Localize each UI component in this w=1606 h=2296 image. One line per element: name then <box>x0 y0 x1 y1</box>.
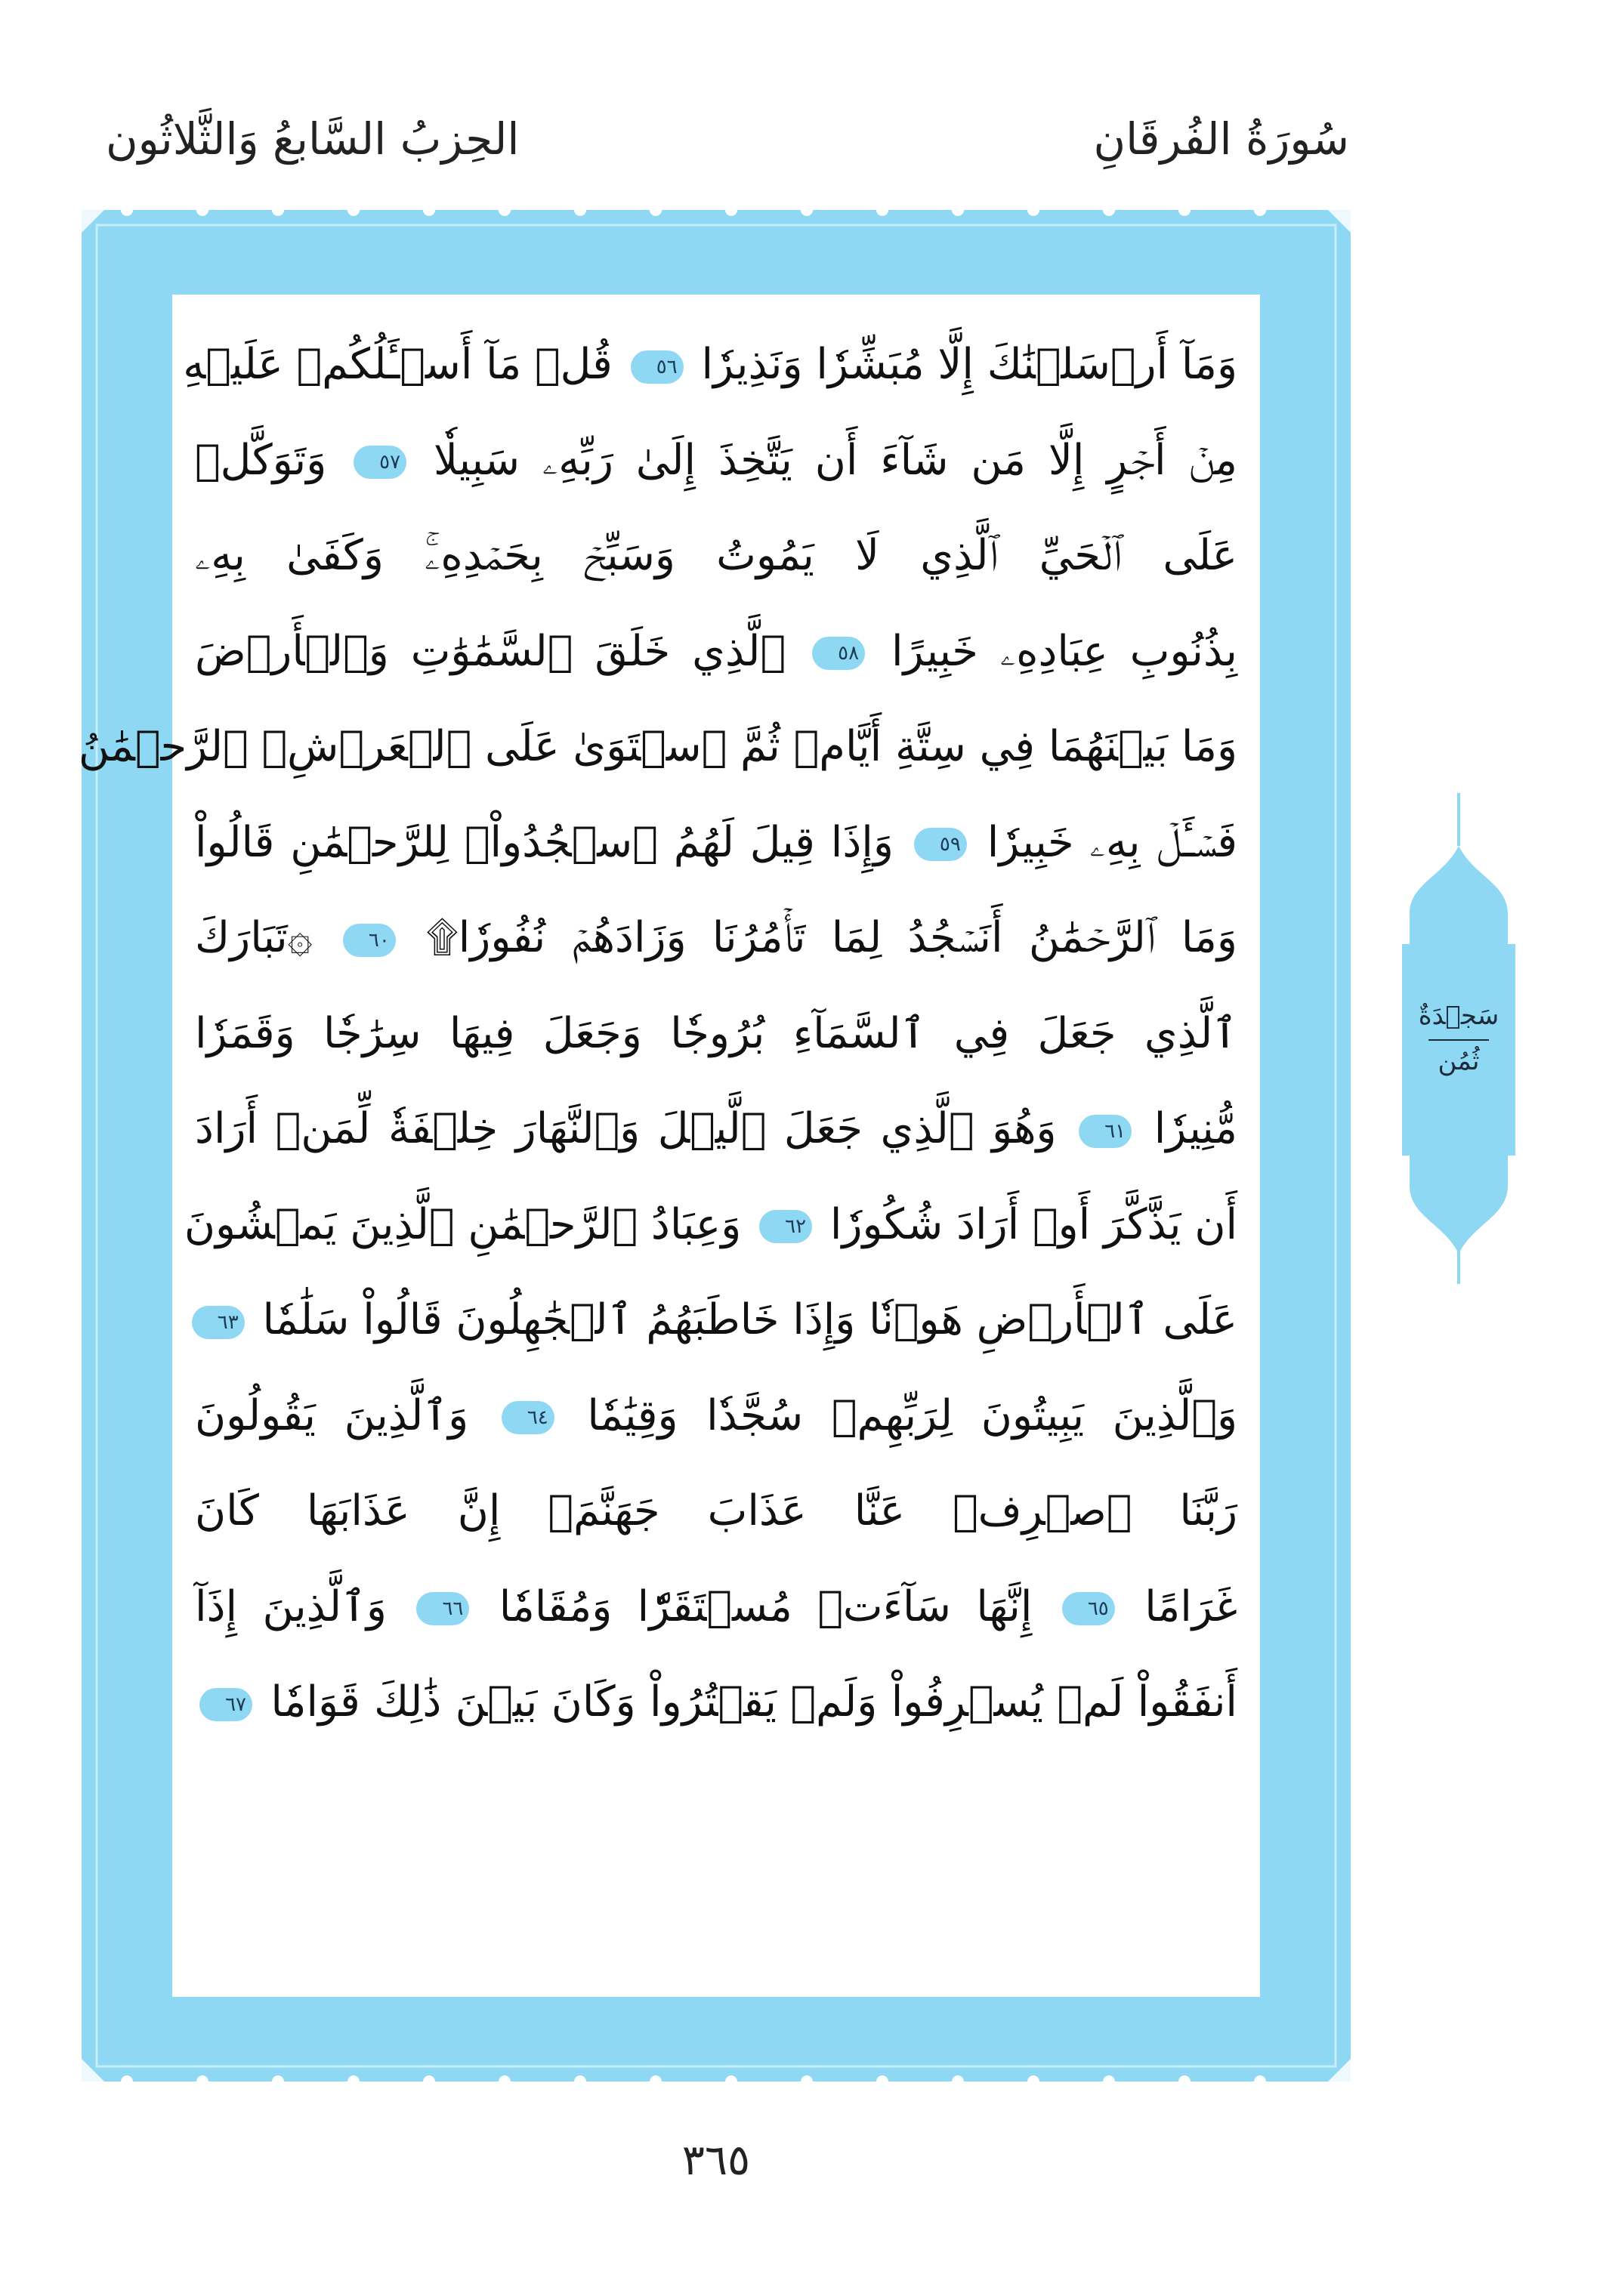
text-line <box>184 1177 1237 1273</box>
ornamental-frame <box>78 210 1351 2082</box>
text-line <box>195 795 1237 891</box>
ayah-number-marker: ٦٠ <box>343 924 396 957</box>
ayah-number-marker: ٦٢ <box>759 1210 812 1243</box>
text-line <box>195 1273 1237 1369</box>
line-segment: وَمَا ٱلرَّحۡمَٰنُ أَنَسۡجُدُ لِمَا تَأۡمُرُنَا وَزَادَهُمۡ نُفُورٗا۩ <box>426 913 1237 962</box>
line-segment: وَإِذَا قِيلَ لَهُمُ ٱسۡجُدُواْۤ لِلرَّحۡمَٰنِ قَالُواْ <box>195 817 894 867</box>
marker-divider <box>1428 1039 1489 1041</box>
quran-text <box>78 317 1237 1974</box>
thumun-label: ثُمُن <box>1438 1046 1480 1076</box>
text-line <box>195 986 1237 1082</box>
text-line <box>195 890 1237 986</box>
line-segment: فَسۡـَٔلۡ بِهِۦ خَبِيرٗا <box>987 817 1237 867</box>
text-line <box>195 1082 1237 1177</box>
line-segment: أَن يَذَّكَّرَ أَوۡ أَرَادَ شُكُورٗا <box>829 1199 1237 1249</box>
ayah-number-marker: ٥٧ <box>354 446 406 479</box>
line-segment: بِذُنُوبِ عِبَادِهِۦ خَبِيرًا <box>891 626 1237 676</box>
text-line <box>195 508 1237 604</box>
text-panel <box>78 295 1260 1997</box>
ayah-number-marker: ٦٣ <box>192 1306 245 1339</box>
ayah-number-marker: ٦١ <box>1079 1115 1132 1148</box>
ayah-number-marker: ٥٨ <box>812 637 865 670</box>
ayah-number-marker: ٦٤ <box>502 1401 554 1434</box>
line-segment: مُّنِيرٗا <box>1154 1104 1237 1153</box>
line-segment: وَٱلَّذِينَ إِذَآ <box>195 1582 387 1631</box>
line-segment: غَرَامًا <box>1144 1582 1237 1631</box>
line-segment: وَمَآ أَرۡسَلۡنَٰكَ إِلَّا مُبَشِّرٗا وَنَذِيرٗا <box>701 340 1237 389</box>
side-marker-shape <box>1402 793 1515 1284</box>
text-line <box>195 1464 1237 1560</box>
line-segment: إِنَّهَا سَآءَتۡ مُسۡتَقَرّٗا وَمُقَامٗا <box>499 1582 1033 1631</box>
sajdah-label: سَجۡدَةٌ <box>1418 1001 1499 1031</box>
line-segment: ٱلَّذِي جَعَلَ فِي ٱلسَّمَآءِ بُرُوجٗا وَجَعَلَ فِيهَا سِرَٰجٗا وَقَمَرٗا <box>195 1008 1237 1058</box>
ayah-number-marker: ٦٦ <box>416 1592 469 1625</box>
page-number: ٣٦٥ <box>681 2136 751 2185</box>
text-line <box>195 1369 1237 1464</box>
ayah-number-marker: ٥٩ <box>914 828 967 861</box>
line-segment: قُلۡ مَآ أَسۡـَٔلُكُمۡ عَلَيۡهِ <box>183 340 613 389</box>
text-line <box>78 699 1237 795</box>
text-line <box>195 1560 1237 1656</box>
sajdah-thumun-marker <box>1402 793 1515 1284</box>
text-line <box>195 604 1237 700</box>
surah-title: سُورَةُ الفُرقَانِ <box>1093 113 1349 165</box>
line-segment: مِنۡ أَجۡرٍ إِلَّا مَن شَآءَ أَن يَتَّخِذَ إِلَىٰ رَبِّهِۦ سَبِيلٗا <box>433 435 1237 485</box>
text-line <box>195 413 1237 509</box>
line-segment: وَٱلَّذِينَ يَبِيتُونَ لِرَبِّهِمۡ سُجَّدٗا وَقِيَٰمٗا <box>587 1390 1237 1440</box>
line-segment: وَمَا بَيۡنَهُمَا فِي سِتَّةِ أَيَّامٖ ثُمَّ ٱسۡتَوَىٰ عَلَى ٱلۡعَرۡشِۖ ٱلرَّحۡمَٰنُ <box>78 722 1237 771</box>
line-segment: ٱلَّذِي خَلَقَ ٱلسَّمَٰوَٰتِ وَٱلۡأَرۡضَ <box>195 626 786 676</box>
line-segment: وَعِبَادُ ٱلرَّحۡمَٰنِ ٱلَّذِينَ يَمۡشُونَ <box>184 1199 742 1249</box>
ayah-number-marker: ٥٦ <box>631 350 684 384</box>
line-segment: عَلَى ٱلۡحَيِّ ٱلَّذِي لَا يَمُوتُ وَسَبِّحۡ بِحَمۡدِهِۦۚ وَكَفَىٰ بِهِۦ <box>195 531 1237 580</box>
ayah-number-marker: ٦٥ <box>1062 1592 1115 1625</box>
line-segment: وَهُوَ ٱلَّذِي جَعَلَ ٱلَّيۡلَ وَٱلنَّهَارَ خِلۡفَةٗ لِّمَنۡ أَرَادَ <box>195 1104 1057 1153</box>
ayah-number-marker: ٦٧ <box>199 1688 252 1721</box>
hizb-label: الحِزبُ السَّابعُ وَالثَّلاثُون <box>106 113 520 165</box>
line-segment: ۞تَبَارَكَ <box>195 913 313 962</box>
line-segment: وَٱلَّذِينَ يَقُولُونَ <box>195 1390 469 1440</box>
text-line <box>183 317 1237 413</box>
line-segment: رَبَّنَا ٱصۡرِفۡ عَنَّا عَذَابَ جَهَنَّمَۖ إِنَّ عَذَابَهَا كَانَ <box>195 1486 1237 1535</box>
line-segment: أَنفَقُواْ لَمۡ يُسۡرِفُواْ وَلَمۡ يَقۡتُرُواْ وَكَانَ بَيۡنَ ذَٰلِكَ قَوَامٗا <box>270 1677 1237 1727</box>
line-segment: عَلَى ٱلۡأَرۡضِ هَوۡنٗا وَإِذَا خَاطَبَهُمُ ٱلۡجَٰهِلُونَ قَالُواْ سَلَٰمٗا <box>262 1295 1237 1344</box>
line-segment: وَتَوَكَّلۡ <box>195 435 327 485</box>
text-line <box>195 1655 1237 1751</box>
